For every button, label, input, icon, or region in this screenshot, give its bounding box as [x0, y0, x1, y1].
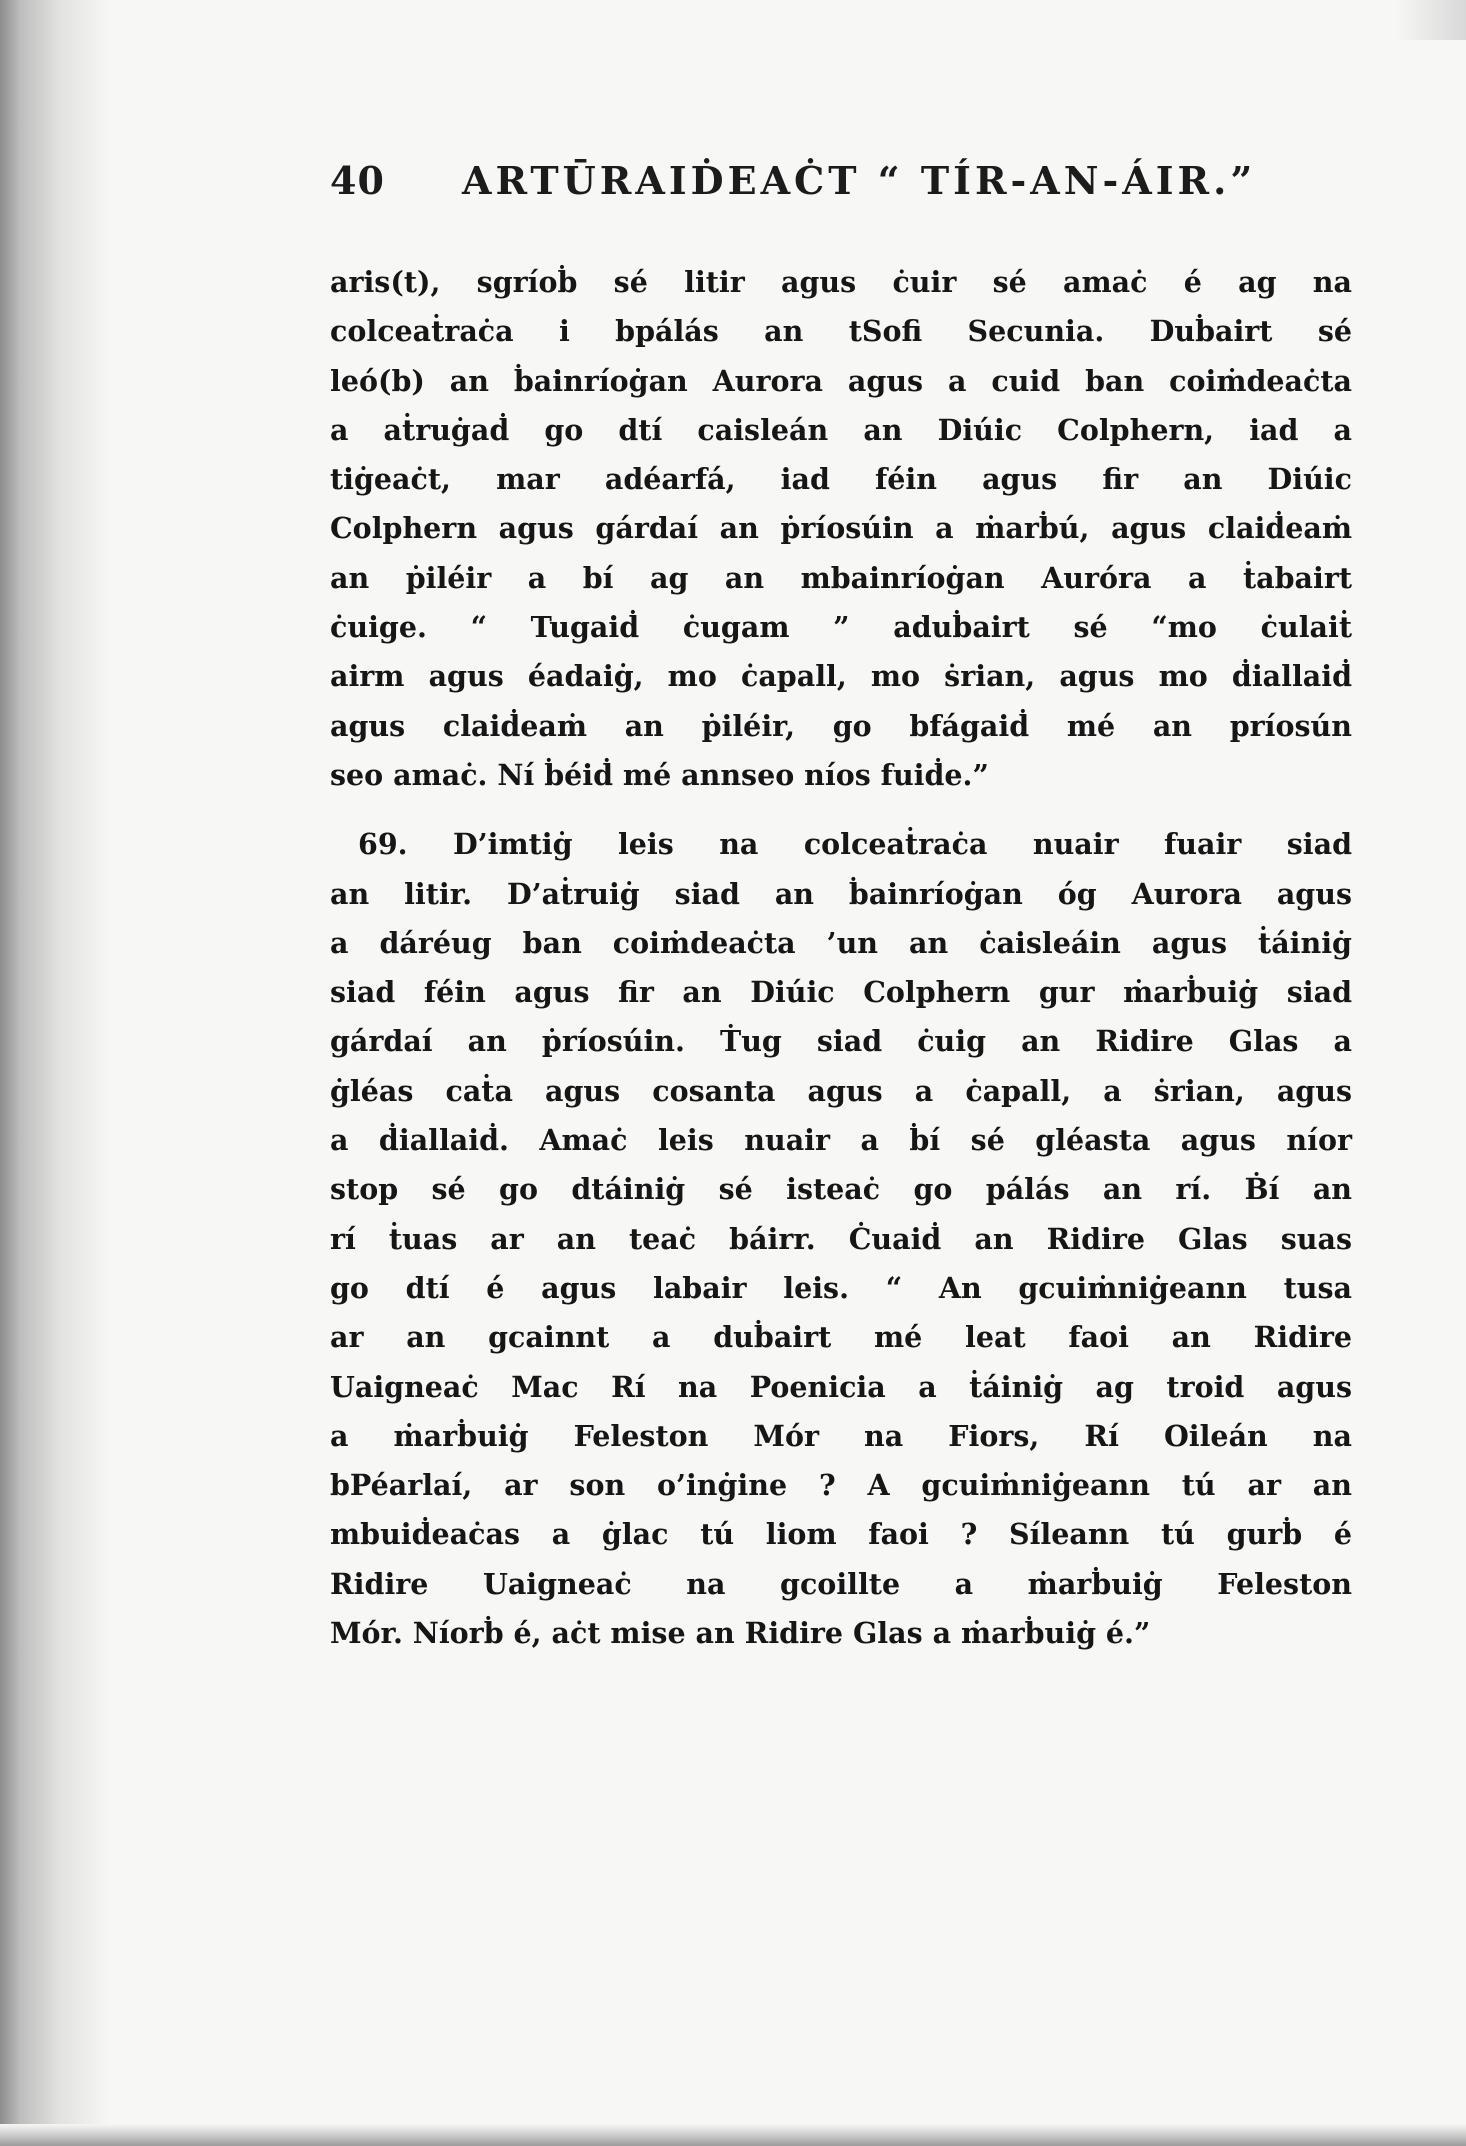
page-header	[330, 158, 1257, 218]
text-line: rí ṫuas ar an teaċ báirr. Ċuaiḋ an Ridire Glas suas	[330, 1221, 1352, 1256]
text-line: Colphern agus gárdaí an ṗríosúin a ṁarḃú, agus claiḋeaṁ	[330, 511, 1352, 546]
paragraph	[330, 258, 1352, 800]
text-line: ġléas caṫa agus cosanta agus a ċapall, a ṡrian, agus	[330, 1073, 1352, 1108]
paragraph	[330, 820, 1352, 1658]
text-line: a ḋiallaiḋ. Amaċ leis nuair a ḃí sé gléasta agus níor	[330, 1123, 1352, 1158]
text-line: tiġeaċt, mar adéarfá, iad féin agus fir an Diúic	[330, 462, 1352, 497]
text-line: airm agus éadaiġ, mo ċapall, mo ṡrian, agus mo ḋiallaiḋ	[330, 659, 1352, 694]
page-bottom-edge	[0, 2124, 1466, 2146]
paragraph-gap	[330, 800, 1352, 820]
text-line: an ṗiléir a bí ag an mbainríoġan Auróra a ṫabairt	[330, 560, 1352, 595]
text-line: ar an gcainnt a duḃairt mé leat faoi an Ridire	[330, 1320, 1352, 1355]
text-line: a ṁarḃuiġ Feleston Mór na Fiors, Rí Oileán na	[330, 1418, 1352, 1453]
text-line: colceaṫraċa i bpálás an tSofi Secunia. Duḃairt sé	[330, 314, 1352, 349]
text-line: ċuige. “ Tugaiḋ ċugam ” aduḃairt sé “mo ċulaiṫ	[330, 610, 1352, 645]
text-line: Mór. Níorḃ é, aċt mise an Ridire Glas a ṁarḃuiġ é.”	[330, 1616, 1151, 1651]
text-line: go dtí é agus labair leis. “ An gcuiṁniġeann tusa	[330, 1270, 1352, 1305]
body-text	[330, 258, 1352, 1658]
text-line: a dáréug ban coiṁdeaċta ’un an ċaisleáin agus ṫáiniġ	[330, 925, 1352, 960]
text-line: 69. D’imtiġ leis na colceaṫraċa nuair fuair siad	[358, 827, 1352, 862]
text-line: agus claiḋeaṁ an ṗiléir, go bfágaiḋ mé an príosún	[330, 708, 1352, 743]
text-line: stop sé go dtáiniġ sé isteaċ go pálás an rí. Ḃí an	[330, 1172, 1352, 1207]
text-line: aris(t), sgríoḃ sé litir agus ċuir sé amaċ é ag na	[330, 265, 1352, 299]
page-number: 40	[330, 158, 385, 203]
running-title: ARTŪRAIḊEAĊT “ TÍR-AN-ÁIR.”	[462, 158, 1257, 203]
text-line: leó(b) an ḃainríoġan Aurora agus a cuid ban coiṁdeaċta	[330, 363, 1352, 398]
text-line: seo amaċ. Ní ḃéiḋ mé annseo níos fuiḋe.”	[330, 757, 989, 792]
text-line: Uaigneaċ Mac Rí na Poenicia a ṫáiniġ ag troid agus	[330, 1369, 1352, 1404]
text-line: siad féin agus fir an Diúic Colphern gur ṁarḃuiġ siad	[330, 975, 1352, 1010]
page-gutter-shadow	[0, 0, 110, 2146]
text-line: gárdaí an ṗríosúin. Ṫug siad ċuig an Ridire Glas a	[330, 1024, 1352, 1059]
page-corner-shadow	[1396, 0, 1466, 40]
text-line: Ridire Uaigneaċ na gcoillte a ṁarḃuiġ Feleston	[330, 1566, 1352, 1601]
text-line: mbuiḋeaċas a ġlac tú liom faoi ? Síleann tú gurḃ é	[330, 1517, 1352, 1552]
text-line: an litir. D’aṫruiġ siad an ḃainríoġan óg Aurora agus	[330, 876, 1352, 911]
text-line: a aṫruġaḋ go dtí caisleán an Diúic Colphern, iad a	[330, 412, 1352, 447]
text-line: bPéarlaí, ar son o’inġine ? A gcuiṁniġeann tú ar an	[330, 1468, 1352, 1503]
